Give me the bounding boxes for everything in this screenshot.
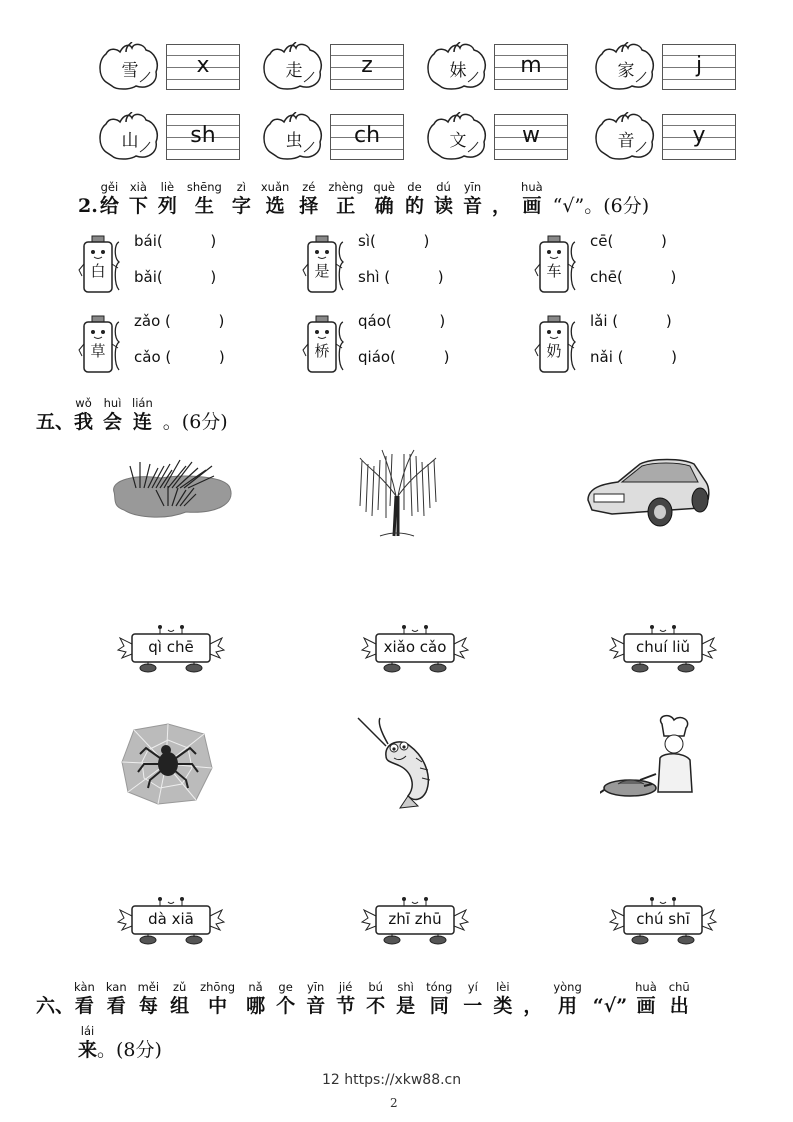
pinyin: shì (397, 980, 414, 994)
pinyin: jié (338, 980, 353, 994)
hanzi: 择 (299, 195, 319, 217)
leaf-shape (424, 42, 490, 92)
pinyin-char-pair (276, 980, 295, 1018)
hanzi: 连 (132, 411, 152, 433)
q2-heading (78, 180, 649, 218)
pinyin-plaque[interactable] (116, 896, 226, 946)
pinyin-plaque[interactable] (608, 624, 718, 674)
pinyin: huì (103, 396, 122, 410)
hanzi: 确 (374, 195, 394, 217)
pinyin-option-1[interactable]: sì( ) (358, 232, 430, 250)
hanzi: 节 (336, 995, 356, 1017)
pinyin-char-pair (328, 180, 363, 218)
battery-character-box (78, 314, 126, 376)
pinyin-char-pair (187, 180, 222, 218)
writing-grid (662, 44, 736, 90)
writing-grid (494, 44, 568, 90)
hanzi: 哪 (246, 995, 266, 1017)
pinyin-plaque[interactable] (116, 624, 226, 674)
grid-pinyin-initial: z (361, 53, 373, 78)
pinyin-char-pair (246, 980, 265, 1018)
leaf-character: 妹 (449, 61, 467, 81)
pinyin: huà (635, 980, 657, 994)
pinyin-char-pair (74, 980, 95, 1018)
pinyin-char-pair (463, 980, 482, 1018)
leaf-character: 文 (449, 131, 467, 151)
pinyin-char-pair (138, 980, 159, 1018)
leaf-shape (96, 42, 162, 92)
writing-grid (662, 114, 736, 160)
battery-character: 车 (546, 262, 562, 280)
pinyin-char-pair (336, 980, 355, 1018)
pinyin-char-pair (635, 980, 657, 1018)
pinyin-option-1[interactable]: qáo( ) (358, 312, 446, 330)
pinyin: zǔ (172, 980, 187, 994)
pinyin-char-pair (434, 180, 453, 218)
writing-grid (166, 44, 240, 90)
spider-web-picture (118, 722, 214, 806)
writing-grid (330, 44, 404, 90)
hanzi: 下 (128, 195, 148, 217)
battery-character-box (302, 314, 350, 376)
battery-character: 奶 (546, 342, 562, 360)
pinyin-char-pair (170, 980, 189, 1018)
leaf-character: 山 (121, 131, 139, 151)
hanzi: 选 (265, 195, 285, 217)
q2-instruction-tail: “√”。(6分) (552, 195, 650, 217)
plaque-pinyin-text: dà xiā (148, 910, 194, 928)
hanzi: 读 (434, 195, 454, 217)
pinyin-char-pair (100, 180, 119, 218)
pinyin: xuǎn (260, 180, 290, 194)
pinyin: zhèng (328, 180, 364, 194)
pinyin-char-pair (669, 980, 690, 1018)
pinyin: yīn (306, 980, 325, 994)
hanzi: 的 (404, 195, 424, 217)
pinyin-plaque[interactable] (360, 896, 470, 946)
pinyin: lián (132, 396, 153, 410)
pinyin-option-1[interactable]: bái( ) (134, 232, 217, 250)
leaf-character: 走 (285, 61, 303, 81)
chef-cooking-picture (600, 714, 700, 810)
hanzi: 看 (74, 995, 94, 1017)
hanzi: 音 (306, 995, 326, 1017)
hanzi: 生 (194, 195, 214, 217)
section5-instruction-tail: 。(6分) (162, 411, 228, 433)
pinyin: chū (668, 980, 690, 994)
plaque-pinyin-text: chuí liǔ (635, 638, 691, 656)
pinyin-char-pair (200, 980, 235, 1018)
battery-character: 是 (314, 262, 330, 280)
leaf-shape (424, 112, 490, 162)
pinyin: yí (467, 980, 478, 994)
plaque-pinyin-text: zhī zhū (388, 910, 442, 928)
hanzi: 同 (429, 995, 449, 1017)
leaf-shape (592, 112, 658, 162)
pinyin: de (407, 180, 422, 194)
pinyin-char-pair (523, 980, 542, 1018)
pinyin: ge (278, 980, 293, 994)
section6-instruction-tail: 。(8分) (97, 1039, 162, 1061)
leaf-character: 雪 (121, 61, 139, 81)
plaque-pinyin-text: chú shī (636, 910, 690, 928)
battery-character-box (534, 234, 582, 296)
pinyin-char-pair (306, 980, 325, 1018)
pinyin: liè (160, 180, 175, 194)
grid-pinyin-initial: m (520, 53, 542, 78)
hanzi: ， (523, 995, 543, 1017)
pinyin: huà (521, 180, 543, 194)
hanzi: 每 (138, 995, 158, 1017)
grid-pinyin-initial: ch (353, 123, 381, 148)
battery-character: 白 (90, 262, 106, 280)
willow-tree-picture (352, 446, 442, 540)
pinyin-option-2[interactable]: nǎi ( ) (590, 348, 678, 366)
hanzi: ， (492, 195, 512, 217)
battery-character-box (534, 314, 582, 376)
hanzi: 出 (669, 995, 689, 1017)
hanzi: 组 (170, 995, 190, 1017)
pinyin-char-pair (366, 980, 385, 1018)
pinyin-option-2[interactable]: qiáo( ) (358, 348, 450, 366)
plaque-pinyin-text: xiǎo cǎo (383, 638, 447, 656)
q2-number: 2. (78, 195, 98, 217)
hanzi: 是 (396, 995, 416, 1017)
leaf-character: 虫 (285, 131, 303, 151)
hanzi: 画 (636, 995, 656, 1017)
pinyin-option-2[interactable]: bǎi( ) (134, 268, 217, 286)
section6-number: 六、 (36, 995, 75, 1017)
pinyin-char-pair (426, 980, 452, 1018)
pinyin-char-pair (74, 396, 93, 434)
pinyin-char-pair (261, 180, 289, 218)
hanzi: 个 (276, 995, 296, 1017)
pinyin-char-pair (492, 180, 511, 218)
section5-number: 五、 (36, 411, 75, 433)
checkmark-quote: “√” (592, 995, 628, 1017)
hanzi: 用 (558, 995, 578, 1017)
leaf-shape (96, 112, 162, 162)
shrimp-picture (356, 716, 448, 812)
pinyin-option-2[interactable]: shì ( ) (358, 268, 444, 286)
pinyin-char-pair (493, 980, 512, 1018)
writing-grid (166, 114, 240, 160)
pinyin-option-2[interactable]: cǎo ( ) (134, 348, 225, 366)
hanzi: 字 (231, 195, 251, 217)
pinyin-char-pair (158, 180, 177, 218)
grid-pinyin-initial: j (695, 53, 703, 78)
hanzi: 音 (463, 195, 483, 217)
grid-pinyin-initial: w (522, 123, 540, 148)
hanzi: 给 (99, 195, 119, 217)
pinyin-option-2[interactable]: chē( ) (590, 268, 677, 286)
hanzi: 列 (157, 195, 177, 217)
hanzi: 正 (336, 195, 356, 217)
section6-heading-line2 (78, 1024, 162, 1062)
pinyin: zhōng (200, 980, 236, 994)
pinyin-char-pair (106, 980, 127, 1018)
leaf-shape (260, 42, 326, 92)
pinyin: què (373, 180, 395, 194)
page-number: 2 (390, 1096, 398, 1110)
hanzi: 一 (463, 995, 483, 1017)
pinyin-char-pair (129, 180, 148, 218)
hanzi: 类 (493, 995, 513, 1017)
grid-pinyin-initial: sh (190, 123, 216, 148)
battery-character-box (78, 234, 126, 296)
pinyin: xià (129, 180, 147, 194)
battery-character-box (302, 234, 350, 296)
pinyin-char-pair (553, 980, 581, 1018)
pinyin: shēng (186, 180, 222, 194)
pinyin-option-1[interactable]: zǎo ( ) (134, 312, 225, 330)
pinyin: kan (105, 980, 127, 994)
hanzi: 我 (74, 411, 94, 433)
pinyin-plaque[interactable] (360, 624, 470, 674)
battery-character: 桥 (314, 342, 330, 360)
leaf-character: 家 (617, 61, 635, 81)
pinyin-option-1[interactable]: lǎi ( ) (590, 312, 672, 330)
battery-character: 草 (90, 342, 106, 360)
hanzi: 不 (366, 995, 386, 1017)
pinyin: wǒ (75, 396, 92, 410)
pinyin-option-1[interactable]: cē( ) (590, 232, 667, 250)
pinyin: měi (137, 980, 160, 994)
pinyin-char-pair (232, 180, 251, 218)
writing-grid (330, 114, 404, 160)
pinyin: gěi (100, 180, 119, 194)
pinyin-char-pair (373, 180, 395, 218)
leaf-shape (260, 112, 326, 162)
hanzi: 会 (103, 411, 123, 433)
pinyin: zé (302, 180, 316, 194)
pinyin: dú (436, 180, 451, 194)
pinyin-char-pair (103, 396, 122, 434)
pinyin: kàn (74, 980, 95, 994)
grass-picture (106, 452, 236, 524)
hanzi: 中 (208, 995, 228, 1017)
pinyin: nǎ (248, 980, 263, 994)
section6-heading (36, 980, 702, 1018)
pinyin: lái (80, 1024, 95, 1038)
watermark-url: 12 https://xkw88.cn (322, 1072, 462, 1088)
hanzi: 看 (106, 995, 126, 1017)
writing-grid (494, 114, 568, 160)
pinyin: bú (368, 980, 383, 994)
pinyin-char-pair (132, 396, 153, 434)
leaf-shape (592, 42, 658, 92)
hanzi: 画 (522, 195, 542, 217)
pinyin: yīn (463, 180, 482, 194)
grid-pinyin-initial: x (196, 53, 210, 78)
pinyin-char-pair (299, 180, 318, 218)
pinyin: tóng (426, 980, 453, 994)
plaque-pinyin-text: qì chē (148, 638, 194, 656)
grid-pinyin-initial: y (692, 123, 706, 148)
section5-heading (36, 396, 228, 434)
pinyin-char-pair (521, 180, 543, 218)
pinyin: lèi (496, 980, 510, 994)
pinyin: zì (236, 180, 246, 194)
leaf-character: 音 (617, 131, 635, 151)
pinyin-char-pair (405, 180, 424, 218)
car-picture (582, 454, 712, 534)
pinyin-plaque[interactable] (608, 896, 718, 946)
pinyin-char-pair (463, 180, 482, 218)
pinyin: yòng (553, 980, 582, 994)
pinyin-char-pair (396, 980, 415, 1018)
pinyin-char-pair (78, 1024, 97, 1062)
hanzi: 来 (78, 1039, 98, 1061)
